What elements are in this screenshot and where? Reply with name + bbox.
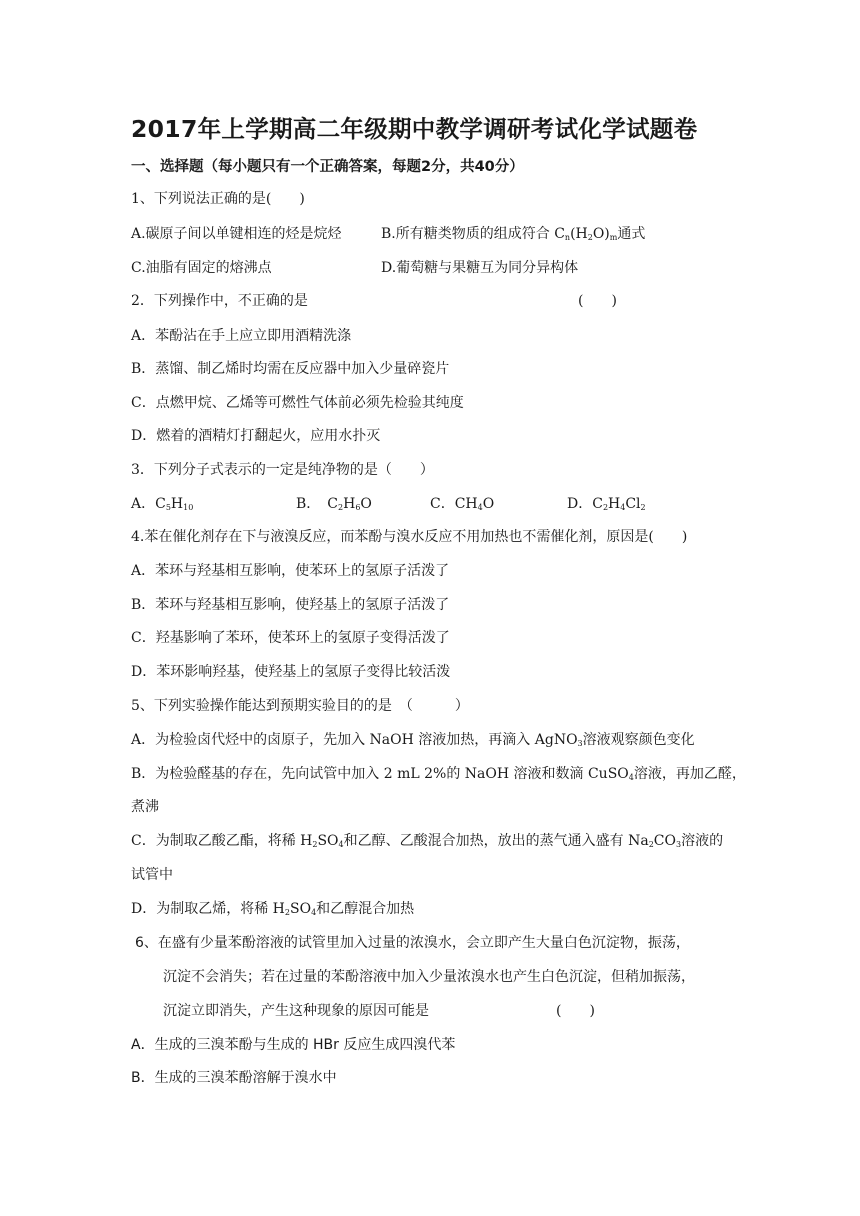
- q1-option-b: B.所有糖类物质的组成符合 $C_n(H_2O)_m$通式: [381, 226, 646, 242]
- question-4-stem: 4.苯在催化剂存在下与液溴反应，而苯酚与溴水反应不用加热也不需催化剂，原因是( ): [131, 529, 688, 545]
- q3-option-a: A．$C_5H_{10}$: [131, 496, 194, 512]
- q5-option-c-continued: 试管中: [131, 867, 173, 883]
- q4-option-b: B．苯环与羟基相互影响，使羟基上的氢原子活泼了: [131, 597, 450, 613]
- q1-option-c: C.油脂有固定的熔沸点: [131, 260, 272, 276]
- q4-option-a: A．苯环与羟基相互影响，使苯环上的氢原子活泼了: [131, 563, 450, 579]
- question-1-stem: 1、下列说法正确的是( ): [131, 191, 305, 207]
- q4-option-d: D．苯环影响羟基，使羟基上的氢原子变得比较活泼: [131, 664, 451, 680]
- q2-option-a: A．苯酚沾在手上应立即用酒精洗涤: [131, 328, 352, 344]
- question-2-stem: 2．下列操作中，不正确的是 ( ): [131, 293, 617, 309]
- q2-option-b: B．蒸馏、制乙烯时均需在反应器中加入少量碎瓷片: [131, 361, 450, 377]
- q5-option-b: B．为检验醛基的存在，先向试管中加入 2 mL 2%的 NaOH 溶液和数滴 CuSO$_4$溶液，再加乙醛，: [131, 766, 746, 782]
- q5-option-c: C．为制取乙酸乙酯，将稀 $H_2SO_4$和乙醇、乙酸混合加热，放出的蒸气通入盛有 $Na_2CO_3$溶液的: [131, 833, 724, 849]
- q6-option-b: B．生成的三溴苯酚溶解于溴水中: [131, 1070, 337, 1086]
- q1-option-d: D.葡萄糖与果糖互为同分异构体: [381, 260, 579, 276]
- page-title: 2017年上学期高二年级期中教学调研考试化学试题卷: [131, 115, 698, 143]
- question-6-stem-line-1: 6、在盛有少量苯酚溶液的试管里加入过量的浓溴水，会立即产生大量白色沉淀物，振荡，: [135, 935, 690, 951]
- question-6-stem-line-3: 沉淀立即消失，产生这种现象的原因可能是 ( ): [163, 1003, 595, 1019]
- q3-option-c: C．$CH_4O$: [430, 496, 495, 512]
- q6-answer-paren: ( ): [556, 1003, 595, 1019]
- q6-option-a: A．生成的三溴苯酚与生成的 HBr 反应生成四溴代苯: [131, 1037, 456, 1053]
- section-heading: 一、选择题（每小题只有一个正确答案，每题2分，共40分）: [131, 159, 524, 175]
- q4-option-c: C．羟基影响了苯环，使苯环上的氢原子变得活泼了: [131, 630, 450, 646]
- q6-number: 6、: [135, 935, 158, 951]
- q3-option-b: B． $C_2H_6O$: [296, 496, 372, 512]
- q1-option-a: A.碳原子间以单键相连的烃是烷烃: [131, 226, 342, 242]
- q2-option-d: D．燃着的酒精灯打翻起火，应用水扑灭: [131, 428, 381, 444]
- q2-answer-paren: ( ): [578, 293, 617, 309]
- q5-option-a: A．为检验卤代烃中的卤原子，先加入 NaOH 溶液加热，再滴入 AgNO$_3$溶液观察颜色变化: [131, 732, 695, 748]
- q3-option-d: D．$C_2H_4Cl_2$: [567, 496, 646, 512]
- q5-option-d: D．为制取乙烯，将稀 $H_2SO_4$和乙醇混合加热: [131, 901, 415, 917]
- q5-option-b-continued: 煮沸: [131, 799, 159, 815]
- question-5-stem: 5、下列实验操作能达到预期实验目的的是 （ ）: [131, 698, 469, 714]
- q2-option-c: C．点燃甲烷、乙烯等可燃性气体前必须先检验其纯度: [131, 395, 464, 411]
- question-3-stem: 3．下列分子式表示的一定是纯净物的是（ ）: [131, 462, 434, 478]
- question-6-stem-line-2: 沉淀不会消失；若在过量的苯酚溶液中加入少量浓溴水也产生白色沉淀，但稍加振荡，: [163, 969, 695, 985]
